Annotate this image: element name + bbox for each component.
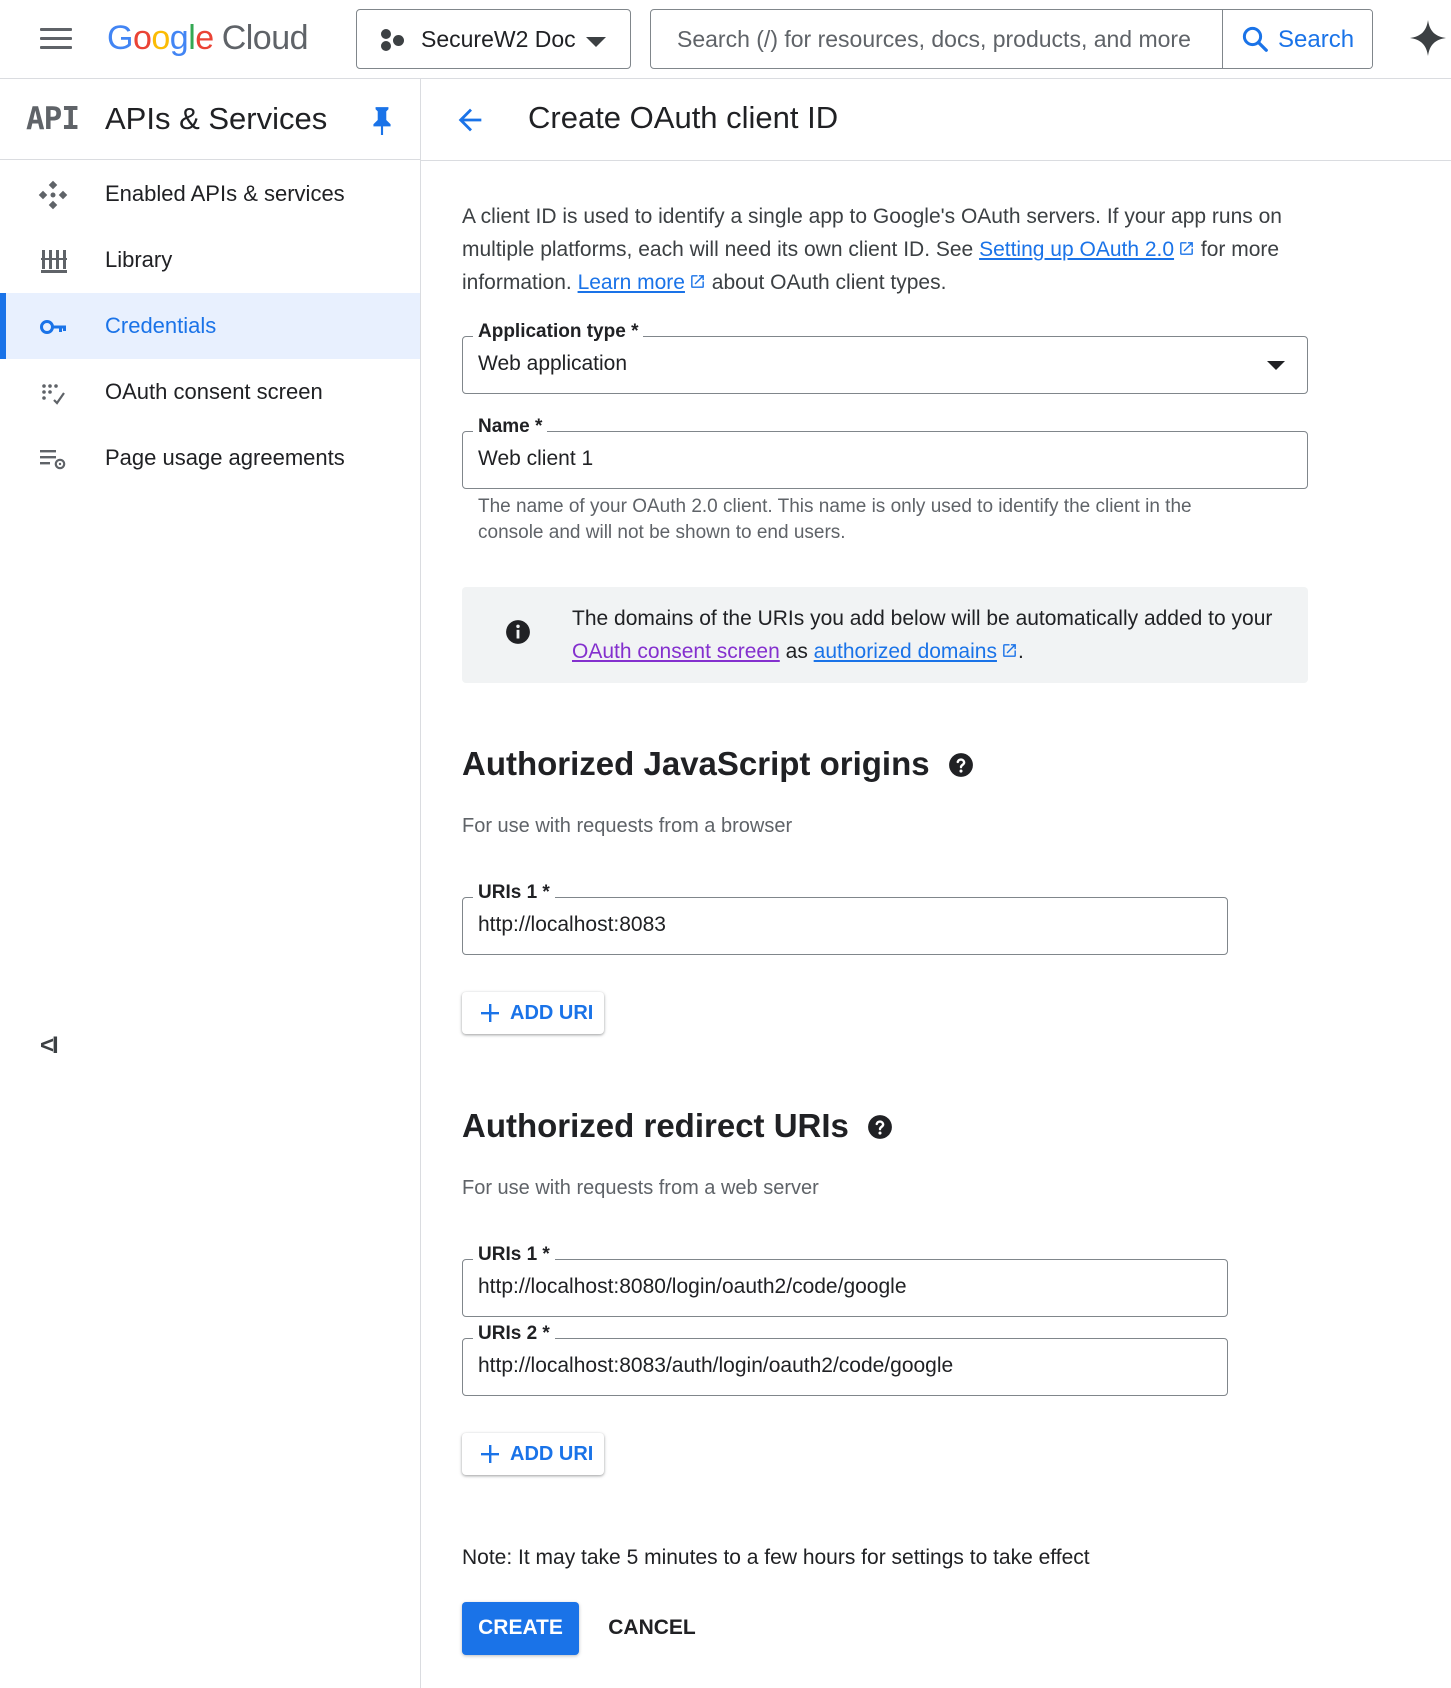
create-button-label: CREATE	[478, 1616, 563, 1639]
search-input[interactable]	[651, 10, 1222, 68]
external-link-icon	[1178, 240, 1195, 257]
logo-product: Cloud	[221, 19, 309, 57]
name-field	[462, 416, 1308, 489]
cancel-button-label: CANCEL	[608, 1616, 696, 1639]
add-uri-label: ADD URI	[510, 1443, 594, 1465]
settings-list-icon	[38, 444, 68, 474]
sidebar-item-label: Credentials	[105, 313, 217, 338]
google-cloud-logo[interactable]	[107, 16, 308, 60]
main-menu-icon[interactable]	[36, 24, 76, 54]
enabled-apis-icon	[38, 180, 68, 210]
learn-more-link[interactable]: Learn more	[577, 271, 685, 294]
back-arrow-icon[interactable]	[453, 103, 487, 137]
consent-screen-icon	[38, 378, 68, 408]
api-badge: API	[26, 101, 79, 137]
sidebar-item-library[interactable]	[0, 227, 420, 293]
page-header	[421, 79, 1451, 161]
intro-text-1: A client ID is used to identify a single app to Google's OAuth servers. If your app runs on multiple platforms, each will need its own client ID. See	[462, 205, 1282, 261]
sidebar	[0, 79, 421, 1688]
info-banner	[462, 587, 1308, 683]
intro-text-2: for more information.	[462, 238, 1280, 294]
cancel-button[interactable]	[602, 1602, 702, 1655]
redirect-uris-description: For use with requests from a web server	[462, 1177, 819, 1199]
sidebar-item-oauth-consent[interactable]	[0, 359, 420, 425]
search-icon	[1240, 24, 1270, 54]
plus-icon	[478, 1001, 502, 1025]
page-title: Create OAuth client ID	[528, 100, 839, 135]
library-icon	[38, 246, 68, 276]
redirect-uri-input[interactable]	[478, 1275, 1212, 1299]
js-origin-uri-field	[462, 882, 1228, 955]
setting-up-oauth-link[interactable]: Setting up OAuth 2.0	[979, 238, 1175, 261]
logo-brand: Google	[107, 19, 214, 57]
sidebar-header	[0, 79, 420, 160]
name-input[interactable]	[478, 447, 1292, 471]
oauth-consent-screen-link[interactable]: OAuth consent screen	[572, 640, 780, 663]
application-type-value: Web application	[478, 352, 628, 375]
js-origins-heading	[462, 745, 974, 783]
external-link-icon	[1001, 642, 1018, 659]
add-js-origin-uri-button[interactable]	[462, 992, 604, 1034]
banner-text-1: The domains of the URIs you add below will be automatically added to your	[572, 607, 1273, 630]
redirect-uri-label: URIs 1 *	[473, 1244, 555, 1266]
application-type-label: Application type *	[473, 321, 643, 343]
search-button[interactable]	[1222, 10, 1373, 68]
gemini-sparkle-icon[interactable]	[1408, 18, 1448, 58]
intro-text	[462, 200, 1317, 299]
create-button[interactable]	[462, 1602, 579, 1655]
dropdown-arrow-icon	[1267, 361, 1285, 370]
redirect-uris-title: Authorized redirect URIs	[462, 1107, 849, 1144]
search-bar	[650, 9, 1373, 69]
sidebar-item-credentials[interactable]	[0, 293, 420, 359]
info-banner-text	[572, 602, 1292, 668]
key-icon	[38, 312, 68, 342]
project-picker[interactable]	[356, 9, 631, 69]
sidebar-nav	[0, 161, 420, 491]
add-redirect-uri-button[interactable]	[462, 1433, 604, 1475]
name-label: Name *	[473, 416, 547, 438]
redirect-uri-field	[462, 1244, 1228, 1317]
sidebar-item-page-usage[interactable]	[0, 425, 420, 491]
banner-text-2: as	[785, 640, 808, 663]
authorized-domains-link[interactable]: authorized domains	[813, 640, 997, 663]
js-origin-uri-label: URIs 1 *	[473, 882, 555, 904]
search-button-label: Search	[1278, 26, 1355, 53]
external-link-icon	[689, 273, 706, 290]
top-bar	[0, 0, 1451, 79]
banner-text-3: .	[1017, 640, 1024, 663]
redirect-uri-input[interactable]	[478, 1354, 1212, 1378]
help-icon[interactable]	[948, 752, 974, 778]
project-name: SecureW2 Doc	[421, 26, 576, 52]
sidebar-item-label: Enabled APIs & services	[105, 181, 345, 206]
intro-text-3: about OAuth client types.	[711, 271, 947, 294]
info-icon	[505, 619, 531, 645]
js-origins-title: Authorized JavaScript origins	[462, 745, 930, 782]
settings-note: Note: It may take 5 minutes to a few hours for settings to take effect	[462, 1546, 1090, 1569]
application-type-select[interactable]	[462, 321, 1308, 394]
sidebar-item-label: Page usage agreements	[105, 445, 345, 470]
sidebar-item-label: OAuth consent screen	[105, 379, 323, 404]
sidebar-title: APIs & Services	[105, 101, 328, 136]
js-origins-description: For use with requests from a browser	[462, 815, 793, 837]
add-uri-label: ADD URI	[510, 1002, 594, 1024]
sidebar-item-enabled-apis[interactable]	[0, 161, 420, 227]
pin-icon[interactable]	[369, 105, 395, 135]
chevron-down-icon	[586, 37, 606, 47]
js-origin-uri-input[interactable]	[478, 913, 1212, 937]
help-icon[interactable]	[867, 1114, 893, 1140]
project-icon	[379, 28, 405, 52]
redirect-uri-label: URIs 2 *	[473, 1323, 555, 1345]
plus-icon	[478, 1442, 502, 1466]
sidebar-item-label: Library	[105, 247, 173, 272]
collapse-sidebar-icon[interactable]: <I	[40, 1032, 57, 1059]
redirect-uri-field	[462, 1323, 1228, 1396]
redirect-uris-heading	[462, 1107, 893, 1145]
name-hint: The name of your OAuth 2.0 client. This name is only used to identify the client in the console and will not be shown to end users.	[478, 496, 1192, 543]
